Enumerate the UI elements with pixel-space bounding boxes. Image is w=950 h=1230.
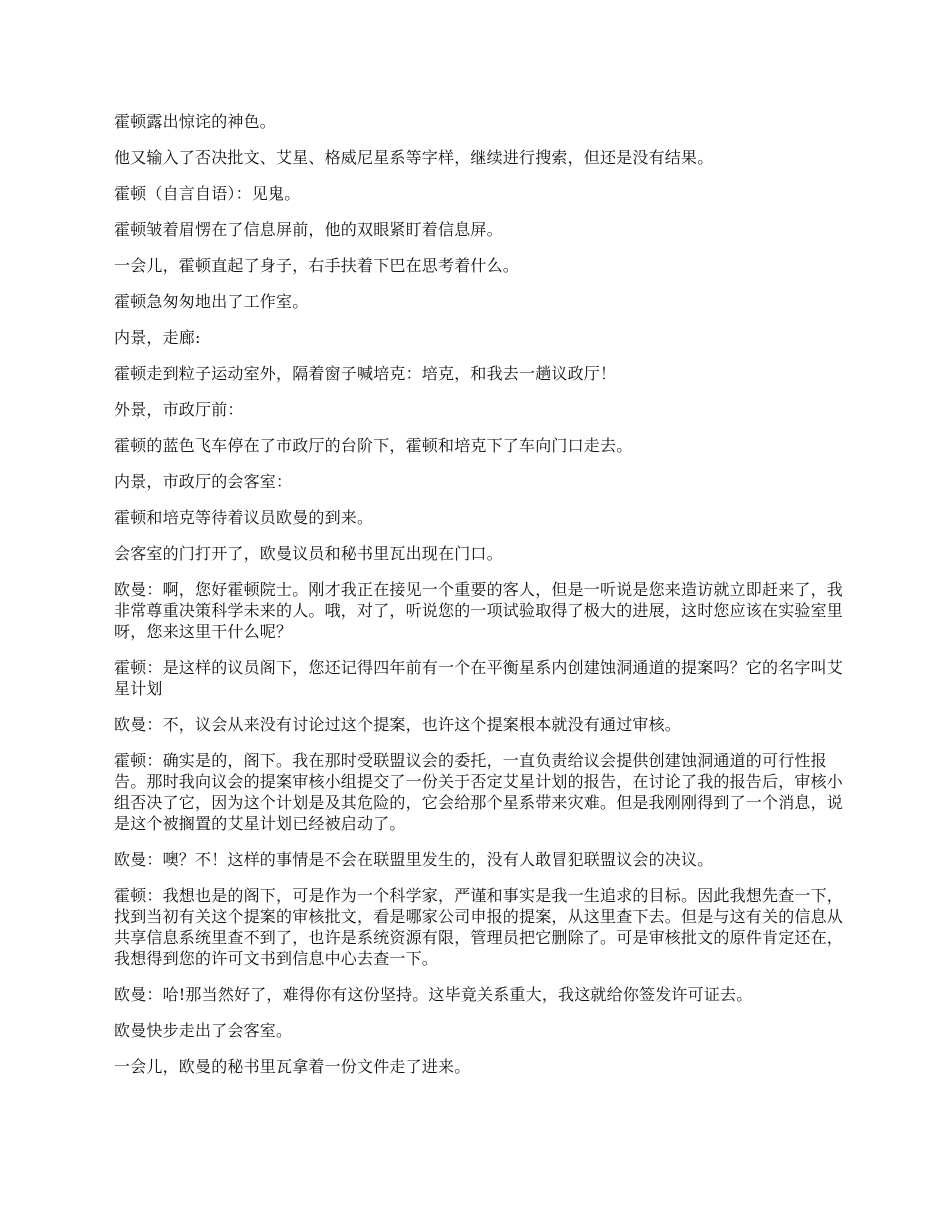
scene-heading: 内景，走廊:	[114, 328, 201, 347]
paragraph: 会客室的门打开了，欧曼议员和秘书里瓦出现在门口。	[114, 544, 503, 563]
document-page	[114, 111, 844, 1092]
dialogue-paragraph: 霍顿：确实是的，阁下。我在那时受联盟议会的委托，一直负责给议会提供创建蚀洞通道的可行性报告。那时我向议会的提案审核小组提交了一份关于否定艾星计划的报告，在讨论了我的报告后，审核小组否决了它，因为这个计划是及其危险的，它会给那个星系带来灾难。但是我刚刚得到了一个消息，说是这个被搁置的艾星计划已经被启动了。	[114, 751, 844, 833]
scene-heading: 外景，市政厅前：	[114, 400, 244, 419]
paragraph: 一会儿，霍顿直起了身子，右手扶着下巴在思考着什么。	[114, 256, 520, 275]
paragraph: 一会儿，欧曼的秘书里瓦拿着一份文件走了进来。	[114, 1057, 471, 1076]
paragraph: 霍顿的蓝色飞车停在了市政厅的台阶下，霍顿和培克下了车向门口走去。	[114, 436, 633, 455]
dialogue-paragraph: 欧曼：不，议会从来没有讨论过这个提案，也许这个提案根本就没有通过审核。	[114, 715, 682, 734]
dialogue-paragraph: 欧曼：啊，您好霍顿院士。刚才我正在接见一个重要的客人，但是一听说是您来造访就立即赶来了，我非常尊重决策科学未来的人。哦，对了，听说您的一项试验取得了极大的进展，这时您应该在实验室里呀，您来这里干什么呢？	[114, 580, 844, 641]
dialogue-paragraph: 霍顿：是这样的议员阁下，您还记得四年前有一个在平衡星系内创建蚀洞通道的提案吗？它的名字叫艾星计划	[114, 658, 844, 698]
paragraph: 霍顿皱着眉愣在了信息屏前，他的双眼紧盯着信息屏。	[114, 220, 503, 239]
paragraph: 他又输入了否决批文、艾星、格威尼星系等字样，继续进行搜索，但还是没有结果。	[114, 148, 714, 167]
paragraph: 霍顿和培克等待着议员欧曼的到来。	[114, 508, 374, 527]
dialogue-paragraph: 欧曼：哈!那当然好了，难得你有这份坚持。这毕竟关系重大，我这就给你签发许可证去。	[114, 985, 753, 1004]
paragraph: 霍顿（自言自语）：见鬼。	[114, 184, 301, 203]
paragraph: 欧曼快步走出了会客室。	[114, 1021, 293, 1040]
paragraph: 霍顿急匆匆地出了工作室。	[114, 292, 309, 311]
paragraph: 霍顿走到粒子运动室外，隔着窗子喊培克：培克，和我去一趟议政厅！	[114, 364, 617, 383]
dialogue-paragraph: 霍顿：我想也是的阁下，可是作为一个科学家，严谨和事实是我一生追求的目标。因此我想先查一下，找到当初有关这个提案的审核批文，看是哪家公司申报的提案，从这里查下去。但是与这有关的信息从共享信息系统里查不到了，也许是系统资源有限，管理员把它删除了。可是审核批文的原件肯定还在，我想得到您的许可文书到信息中心去查一下。	[114, 886, 844, 968]
paragraph: 霍顿露出惊诧的神色。	[114, 112, 277, 131]
dialogue-paragraph: 欧曼：噢？不！这样的事情是不会在联盟里发生的，没有人敢冒犯联盟议会的决议。	[114, 850, 714, 869]
scene-heading: 内景，市政厅的会客室：	[114, 472, 293, 491]
